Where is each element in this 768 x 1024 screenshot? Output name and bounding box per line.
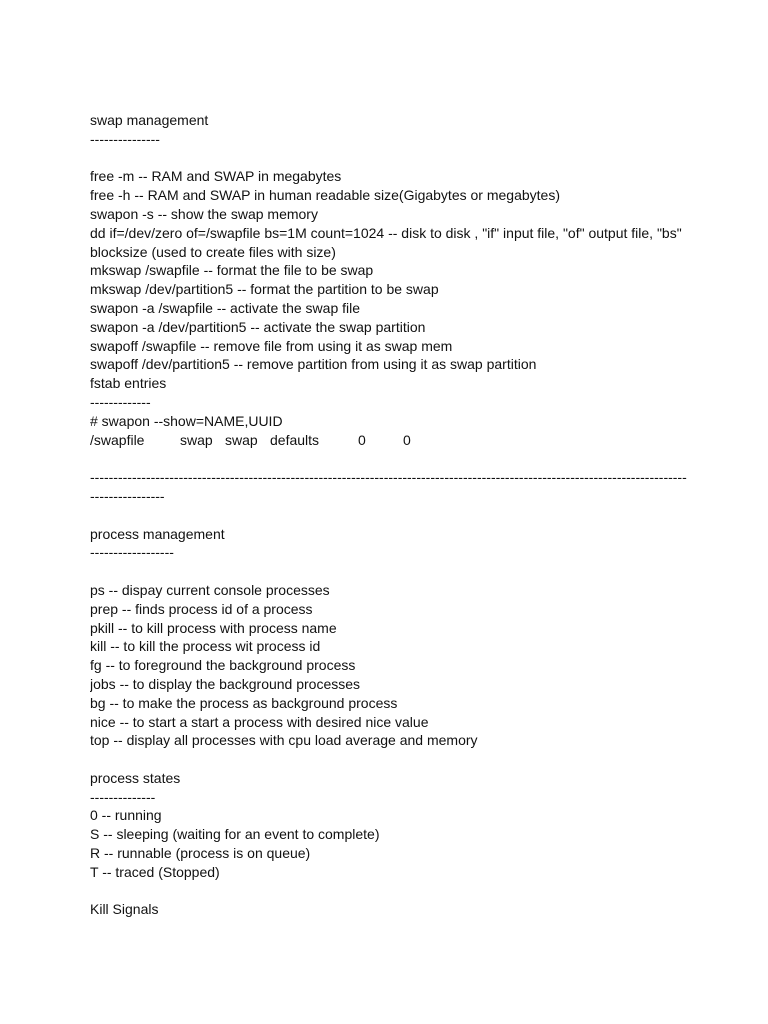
process-line-jobs: jobs -- to display the background processes [90,675,361,692]
swap-line-swapon-s: swapon -s -- show the swap memory [90,205,318,222]
swap-heading: swap management [90,112,209,128]
swap-line-dd-continued: blocksize (used to create files with size) [90,243,336,260]
fstab-entry-row [90,431,690,450]
swap-line-swapoff-partition: swapoff /dev/partition5 -- remove partition from using it as swap partition [90,356,537,373]
process-line-ps: ps -- dispay current console processes [90,581,330,598]
swap-line-mkswap-partition: mkswap /dev/partition5 -- format the partition to be swap [90,281,439,298]
fstab-type: swap [225,431,258,448]
swap-line-dd: dd if=/dev/zero of=/swapfile bs=1M count=1024 -- disk to disk , "if" input file, "of" output file, "bs" [90,224,682,241]
swap-line-free-h: free -h -- RAM and SWAP in human readable size(Gigabytes or megabytes) [90,187,560,204]
process-line-nice: nice -- to start a start a process with desired nice value [90,713,429,730]
blank-line [90,449,690,468]
kill-signals-heading: Kill Signals [90,901,159,918]
state-line-runnable: R -- runnable (process is on queue) [90,845,311,862]
swap-line-free-m: free -m -- RAM and SWAP in megabytes [90,168,342,185]
document-page [90,111,690,919]
swap-heading-underline: --------------- [90,130,160,147]
fstab-heading: fstab entries [90,375,167,392]
blank-line [90,149,690,168]
blank-line [90,750,690,769]
process-heading: process management [90,525,225,542]
swap-line-swapon-file: swapon -a /swapfile -- activate the swap file [90,299,361,316]
blank-line [90,506,690,525]
fstab-pass: 0 [403,431,411,448]
state-line-traced: T -- traced (Stopped) [90,863,220,880]
process-line-bg: bg -- to make the process as background process [90,694,398,711]
process-line-kill: kill -- to kill the process wit process id [90,638,321,655]
swap-line-swapoff-file: swapoff /swapfile -- remove file from using it as swap mem [90,337,453,354]
state-line-running: 0 -- running [90,807,162,824]
blank-line [90,562,690,581]
process-heading-underline: ------------------ [90,544,174,561]
states-heading: process states [90,769,181,786]
blank-line [90,882,690,901]
fstab-options: defaults [270,431,320,448]
fstab-mountpoint: swap [180,431,213,448]
fstab-device: /swapfile [90,431,145,448]
state-line-sleeping: S -- sleeping (waiting for an event to complete) [90,826,380,843]
fstab-heading-underline: ------------- [90,393,151,410]
section-separator: ------------------------------------------------------------------------------------------------------------------------------------------------ [90,469,687,504]
fstab-dump: 0 [358,431,366,448]
swap-line-swapon-partition: swapon -a /dev/partition5 -- activate the swap partition [90,318,426,335]
process-line-top: top -- display all processes with cpu load average and memory [90,732,478,749]
process-line-fg: fg -- to foreground the background process [90,657,356,674]
process-line-prep: prep -- finds process id of a process [90,600,313,617]
process-line-pkill: pkill -- to kill process with process name [90,619,337,636]
swap-line-mkswap-file: mkswap /swapfile -- format the file to be swap [90,262,374,279]
fstab-comment: # swapon --show=NAME,UUID [90,412,283,429]
states-heading-underline: -------------- [90,788,156,805]
